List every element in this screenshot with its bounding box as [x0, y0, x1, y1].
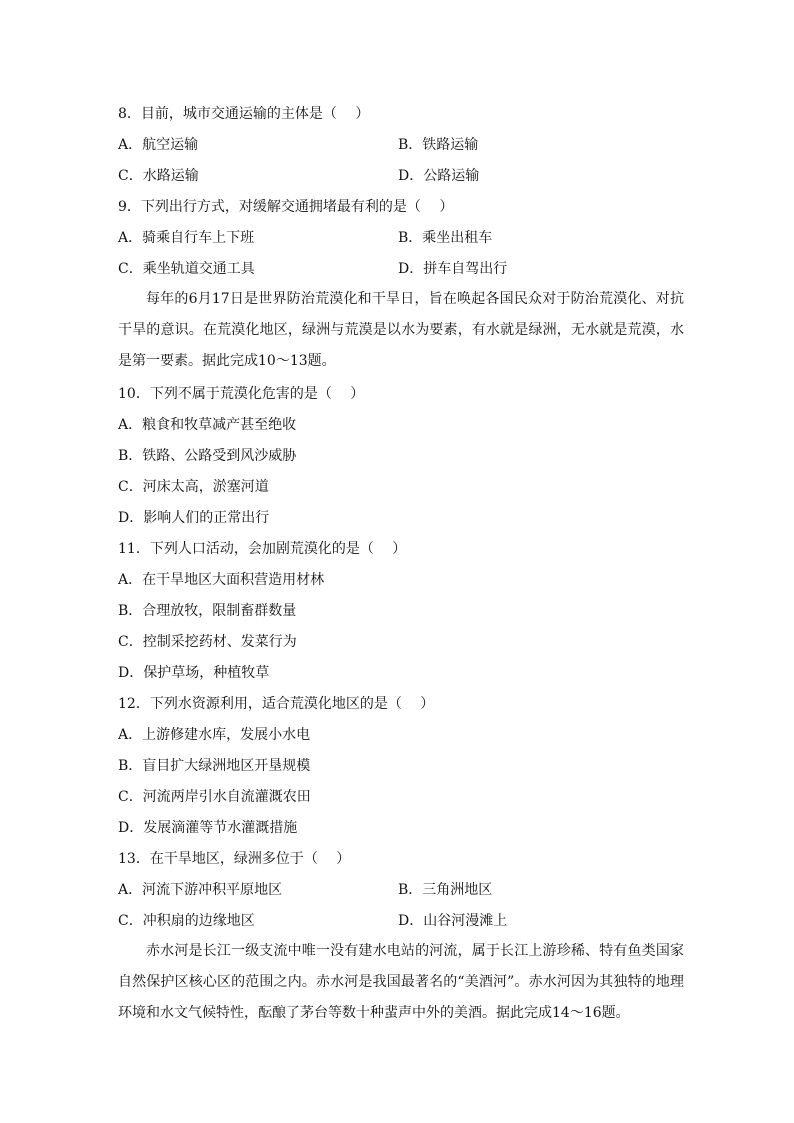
option: B．合理放牧，限制畜群数量 — [118, 603, 297, 619]
option: D．保护草场，种植牧草 — [118, 665, 270, 681]
passage-text: 每年的6月17日是世界防治荒漠化和干旱日，旨在唤起各国民众对于防治荒漠化、对抗干旱的意识。在荒漠化地区，绿洲与荒漠是以水为要素，有水就是绿洲，无水就是荒漠，水是第一要素。据此完成10～13题。 — [118, 291, 684, 370]
option: C．河流两岸引水自流灌溉农田 — [118, 789, 311, 805]
passage-text: 赤水河是长江一级支流中唯一没有建水电站的河流，属于长江上游珍稀、特有鱼类国家自然保护区核心区的范围之内。赤水河是我国最著名的“美酒河”。赤水河因为其独特的地理环境和水文气候特性，酝酿了茅台等数十种蜚声中外的美酒。据此完成14～16题。 — [118, 943, 684, 1022]
question-stem: 13．在干旱地区，绿洲多位于（ ） — [118, 851, 351, 867]
question-stem: 10．下列不属于荒漠化危害的是（ ） — [118, 386, 365, 402]
option: D．发展滴灌等节水灌溉措施 — [118, 820, 298, 836]
option: A．骑乘自行车上下班 — [118, 230, 255, 246]
question-stem: 12．下列水资源利用，适合荒漠化地区的是（ ） — [118, 696, 435, 712]
reading-passage — [118, 284, 684, 378]
reading-passage — [118, 936, 684, 1030]
option: A．河流下游冲积平原地区 — [118, 882, 283, 898]
question-stem: 11．下列人口活动，会加剧荒漠化的是（ ） — [118, 541, 407, 557]
option: D．影响人们的正常出行 — [118, 510, 270, 526]
question-stem: 9．下列出行方式，对缓解交通拥堵最有利的是（ ） — [118, 199, 454, 215]
option: D．公路运输 — [398, 168, 480, 184]
option: B．三角洲地区 — [398, 882, 493, 898]
option: B．铁路、公路受到风沙威胁 — [118, 448, 297, 464]
option: C．水路运输 — [118, 168, 199, 184]
option: B．盲目扩大绿洲地区开垦规模 — [118, 758, 311, 774]
option: D．山谷河漫滩上 — [398, 913, 508, 929]
option: B．乘坐出租车 — [398, 230, 493, 246]
option: A．粮食和牧草减产甚至绝收 — [118, 417, 297, 433]
option: A．在干旱地区大面积营造用材林 — [118, 572, 325, 588]
option: A．上游修建水库，发展小水电 — [118, 727, 311, 743]
option: A．航空运输 — [118, 137, 199, 153]
question-stem: 8．目前，城市交通运输的主体是（ ） — [118, 106, 370, 122]
option: C．控制采挖药材、发菜行为 — [118, 634, 297, 650]
option: C．河床太高，淤塞河道 — [118, 479, 269, 495]
option: B．铁路运输 — [398, 137, 479, 153]
option: C．乘坐轨道交通工具 — [118, 261, 255, 277]
option: C．冲积扇的边缘地区 — [118, 913, 255, 929]
option: D．拼车自驾出行 — [398, 261, 508, 277]
